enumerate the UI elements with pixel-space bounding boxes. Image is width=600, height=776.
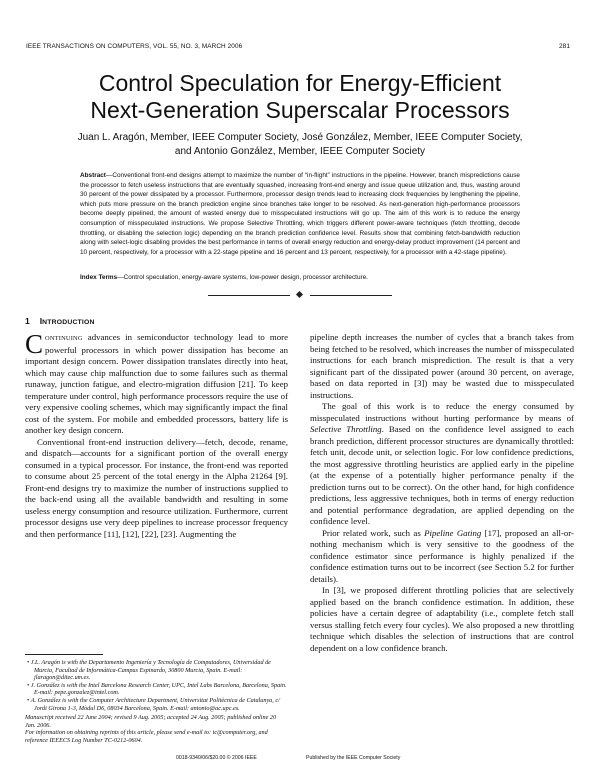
footnote-gonzalez-a: A. González is with the Computer Architecture Department, Universitat Politècnica de Catalunya, c/ Jordi Girona 1-3, Mòdul D6, 08034 Barcelona, Spain. E-mail: antonio@ac.upc.es. <box>30 696 280 712</box>
section-divider <box>208 292 392 298</box>
right-paragraph-3-a: Prior related work, such as <box>322 527 425 538</box>
authors-line-2: and Antonio González, Member, IEEE Computer Society <box>174 146 426 157</box>
right-column <box>310 332 574 654</box>
footnote-gonzalez-j: J. González is with the Intel Barcelona Research Center, UPC, Intel Labs Barcelona, Barcelona, Spain. E-mail: pepe.gonzalez@intel.com. <box>30 681 287 697</box>
footnote-item: • J. González is with the Intel Barcelona Research Center, UPC, Intel Labs Barcelona, Barcelona, Spain. E-mail: pepe.gonzalez@intel.com. <box>27 681 287 697</box>
abstract-label: Abstract <box>80 172 106 179</box>
diamond-ornament-icon <box>296 291 303 298</box>
section-title-initial: I <box>39 316 43 326</box>
title-line-1: Control Speculation for Energy-Efficient <box>98 70 502 96</box>
pipeline-gating-term: Pipeline Gating <box>424 527 482 538</box>
footnote-item: • A. González is with the Computer Architecture Department, Universitat Politècnica de Catalunya, c/ Jordi Girona 1-3, Mòdul D6, 08034 Barcelona, Spain. E-mail: antonio@ac.upc.es. <box>27 696 280 712</box>
divider-line-right <box>310 295 392 296</box>
author-list <box>20 131 580 159</box>
intro-paragraph-2: Conventional front-end instruction delivery—fetch, decode, rename, and dispatch—accounts for a significant portion of the overall energy consumed in a typical processor. For instance, the front-end was reported to consume about 25 percent of the total energy in the Alpha 21264 [9]. Front-end designs try to maximize the number of instructions supplied to the back-end using all the available bandwidth and resulting in some useless energy consumption and resource utilization. Furthermore, current processor designs use very deep pipelines to increase processor frequency and then performance [11], [12], [22], [23]. Augmenting the <box>25 436 288 539</box>
first-word-smallcaps: ONTINUING <box>45 335 83 342</box>
abstract-text: —Conventional front-end designs attempt to maximize the number of “in-flight” instructions in the pipeline. However, branch mispredictions cause the processor to fetch useless instructions that are eventually squashed, increasing front-end energy and issue queue utilization and, thus, wasting around 30 percent of the power dissipated by a processor. Furthermore, processor design trends lead to increasing clock frequencies by lengthening the pipeline, which puts more pressure on the branch prediction engine since branches take longer to be resolved. As next-generation high-performance processors become deeply pipelined, the amount of wasted energy due to misspeculated instructions will go up. The aim of this work is to reduce the energy consumption of misspeculated instructions. We propose Selective Throttling, which triggers different power-aware techniques (fetch throttling, decode throttling, or disabling the selection logic) depending on the branch prediction confidence level. Results show that combining fetch-bandwidth reduction along with select-logic disabling provides the best performance in terms of overall energy reduction and energy-delay product improvement (14 percent and 10 percent, respectively, for a processor with a 22-stage pipeline and 16 percent and 13 percent, respectively, for a processor with a 42-stage pipeline). <box>80 172 520 256</box>
left-column <box>25 329 288 540</box>
section-number: 1 <box>25 316 30 326</box>
authors-line-1: Juan L. Aragón, Member, IEEE Computer Society, José González, Member, IEEE Computer Society, <box>77 132 523 143</box>
section-title-rest: NTRODUCTION <box>42 319 95 326</box>
publisher-line: Published by the IEEE Computer Society <box>306 755 401 761</box>
right-paragraph-3 <box>310 528 574 586</box>
reprint-info: For information on obtaining reprints of this article, please send e-mail to: tc@computer.org, and reference IEEECS Log Number TC-0212-0604. <box>25 729 268 744</box>
paper-title <box>0 70 600 124</box>
right-paragraph-2-a: The goal of this work is to reduce the energy consumed by misspeculated instructions without hurting performance by means of <box>310 401 574 423</box>
drop-cap: C <box>25 329 44 359</box>
right-paragraph-3-b: [17], proposed an all-or-nothing mechanism which is very sensitive to the goodness of the confidence estimator since performance is highly penalized if the confidence estimation turns out to be incorrect (see Section 5.2 for further details). <box>310 527 574 584</box>
page-number: 281 <box>559 43 570 50</box>
footnote-aragon: J.L. Aragón is with the Departamento Ingeniería y Tecnología de Computadores, Universidad de Murcia, Facultad de Informática-Campus Espinardo, 30800 Murcia, Spain. E-mail: jlaragon@ditec.um.es. <box>30 659 271 682</box>
intro-paragraph-1 <box>25 329 288 437</box>
footnote-item: • J.L. Aragón is with the Departamento Ingeniería y Tecnología de Computadores, Universidad de Murcia, Facultad de Informática-Campus Espinardo, 30800 Murcia, Spain. E-mail: jlaragon@ditec.um.es. <box>27 659 271 682</box>
intro-paragraph-1-text: advances in semiconductor technology lead to more powerful processors in which power dissipation has become an important design concern. Power dissipation translates directly into heat, which may cause chip malfunction due to some failures such as thermal runaway, junction fatigue, and electro-migration diffusion [21]. To keep temperature under control, high performance processors require the use of very expensive cooling schemes, which may significantly impact the final cost of the system. For mobile and embedded processors, battery life is another key design concern. <box>25 332 288 435</box>
manuscript-dates: Manuscript received 22 June 2004; revised 9 Aug. 2005; accepted 24 Aug. 2005; published online 20 Jan. 2006. <box>25 714 277 729</box>
divider-line-left <box>208 295 290 296</box>
issn-copyright: 0018-9340/06/$20.00 © 2006 IEEE <box>176 755 257 761</box>
section-heading <box>25 316 95 326</box>
abstract <box>80 171 520 257</box>
right-paragraph-2-b: . Based on the confidence level assigned to each branch prediction, different processor structures are dynamically throttled: fetch unit, decode unit, or selection logic. For low confidence predictions, the most aggressive throttling heuristics are applied early in the pipeline (at the expense of a potentially higher performance penalty if the prediction turns out to be correct). On the other hand, for high confidence predictions, less aggressive techniques, both in terms of energy reduction and potential performance degradation, are applied depending on the confidence level. <box>310 424 575 526</box>
selective-throttling-term: Selective Throttling <box>310 424 382 434</box>
index-terms-text: —Control speculation, energy-aware systems, low-power design, processor architecture. <box>117 274 368 281</box>
title-line-2: Next-Generation Superscalar Processors <box>90 97 510 123</box>
footnotes <box>25 659 288 745</box>
right-paragraph-4: In [3], we proposed different throttling policies that are selectively applied based on the branch confidence estimation. In addition, these policies have a certain degree of adaptability (i.e., complete fetch stall versus stalling fetch every four cycles). We also proposed a new throttling technique which disables the selection of instructions that are control dependent on a low confidence branch. <box>310 585 574 653</box>
journal-info: IEEE TRANSACTIONS ON COMPUTERS, VOL. 55, NO. 3, MARCH 2006 <box>26 43 243 50</box>
right-paragraph-2 <box>310 401 574 528</box>
index-terms-label: Index Terms <box>80 274 118 281</box>
footnote-rule <box>25 654 103 655</box>
right-paragraph-1: pipeline depth increases the number of cycles that a branch takes from being fetched to be resolved, which increases the number of misspeculated instructions for each branch misprediction. The result is that a very significant part of the dissipated power (around 30 percent, on average, based on data reported in [3]) may be wasted due to misspeculated instructions. <box>310 332 574 400</box>
index-terms <box>80 273 520 283</box>
